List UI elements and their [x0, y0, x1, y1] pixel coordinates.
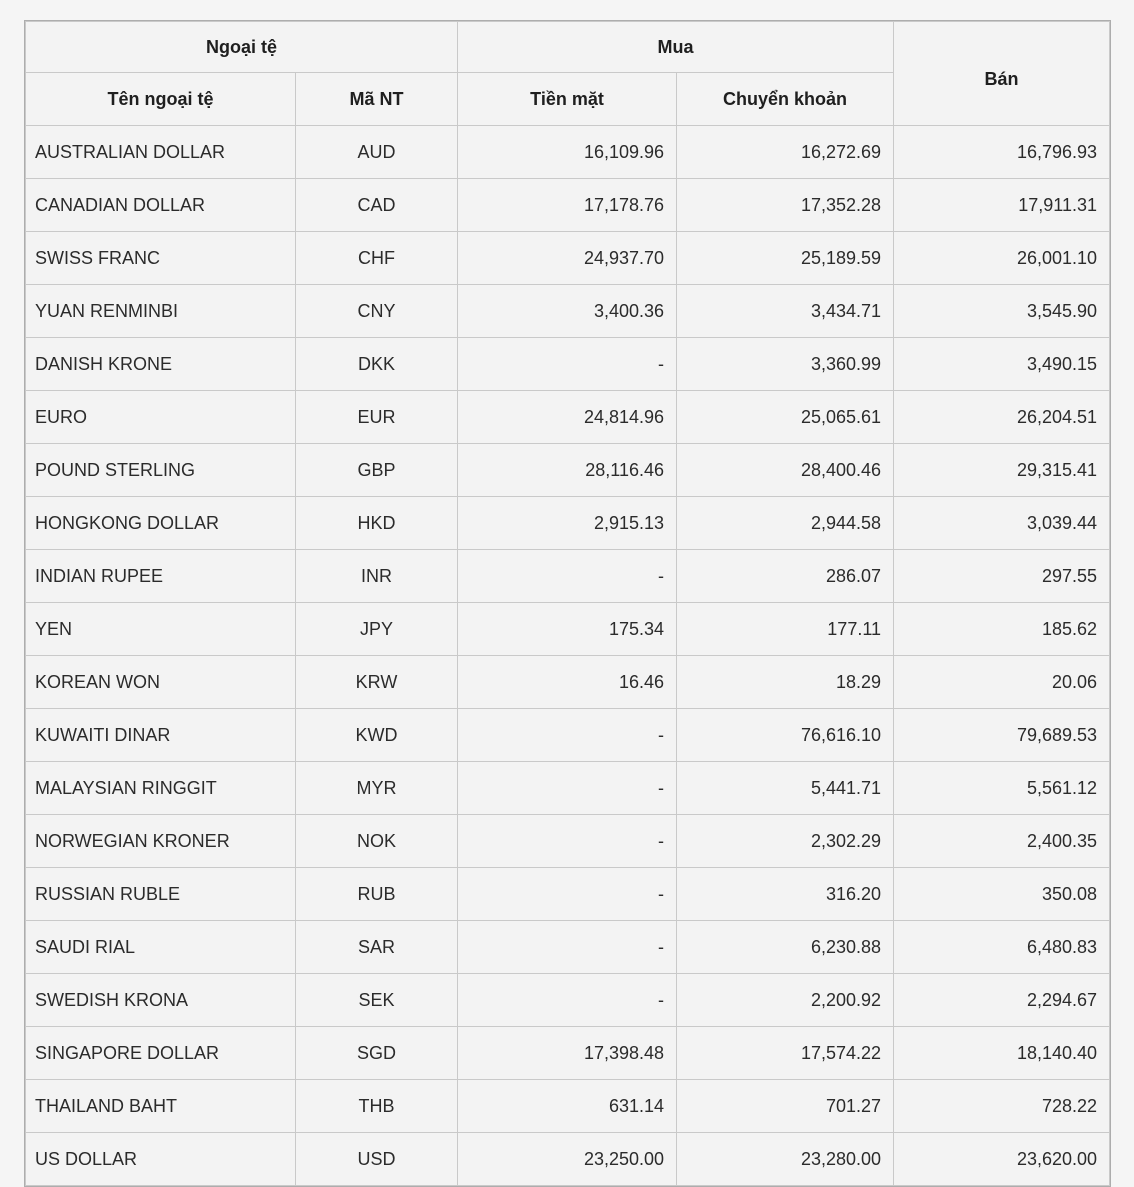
sell-cell: 3,545.90	[894, 285, 1110, 338]
currency-name-cell: INDIAN RUPEE	[26, 550, 296, 603]
sell-cell: 3,490.15	[894, 338, 1110, 391]
header-currency-name: Tên ngoại tệ	[26, 73, 296, 126]
cash-buy-cell: -	[458, 338, 677, 391]
sell-cell: 16,796.93	[894, 126, 1110, 179]
currency-row	[26, 921, 1110, 974]
currency-row	[26, 709, 1110, 762]
sell-cell: 350.08	[894, 868, 1110, 921]
cash-buy-cell: 175.34	[458, 603, 677, 656]
transfer-buy-cell: 6,230.88	[677, 921, 894, 974]
currency-code-cell: DKK	[296, 338, 458, 391]
cash-buy-cell: 17,178.76	[458, 179, 677, 232]
sell-cell: 185.62	[894, 603, 1110, 656]
currency-row	[26, 974, 1110, 1027]
transfer-buy-cell: 25,189.59	[677, 232, 894, 285]
sell-cell: 5,561.12	[894, 762, 1110, 815]
transfer-buy-cell: 701.27	[677, 1080, 894, 1133]
currency-row	[26, 1027, 1110, 1080]
sell-cell: 17,911.31	[894, 179, 1110, 232]
currency-row	[26, 1133, 1110, 1186]
currency-row	[26, 497, 1110, 550]
currency-name-cell: POUND STERLING	[26, 444, 296, 497]
currency-row	[26, 232, 1110, 285]
cash-buy-cell: 16,109.96	[458, 126, 677, 179]
currency-row	[26, 815, 1110, 868]
currency-name-cell: SWEDISH KRONA	[26, 974, 296, 1027]
cash-buy-cell: 3,400.36	[458, 285, 677, 338]
sell-cell: 20.06	[894, 656, 1110, 709]
sell-cell: 6,480.83	[894, 921, 1110, 974]
currency-code-cell: CNY	[296, 285, 458, 338]
currency-name-cell: EURO	[26, 391, 296, 444]
cash-buy-cell: -	[458, 550, 677, 603]
cash-buy-cell: -	[458, 815, 677, 868]
transfer-buy-cell: 316.20	[677, 868, 894, 921]
cash-buy-cell: -	[458, 974, 677, 1027]
sell-cell: 297.55	[894, 550, 1110, 603]
currency-code-cell: SEK	[296, 974, 458, 1027]
transfer-buy-cell: 177.11	[677, 603, 894, 656]
currency-name-cell: AUSTRALIAN DOLLAR	[26, 126, 296, 179]
cash-buy-cell: 631.14	[458, 1080, 677, 1133]
currency-row	[26, 1080, 1110, 1133]
cash-buy-cell: 2,915.13	[458, 497, 677, 550]
transfer-buy-cell: 5,441.71	[677, 762, 894, 815]
table-body	[26, 126, 1110, 1186]
transfer-buy-cell: 2,200.92	[677, 974, 894, 1027]
cash-buy-cell: -	[458, 921, 677, 974]
exchange-rate-table-wrap	[24, 20, 1111, 1187]
currency-code-cell: INR	[296, 550, 458, 603]
currency-code-cell: SAR	[296, 921, 458, 974]
cash-buy-cell: 23,250.00	[458, 1133, 677, 1186]
transfer-buy-cell: 16,272.69	[677, 126, 894, 179]
currency-name-cell: HONGKONG DOLLAR	[26, 497, 296, 550]
header-transfer: Chuyển khoản	[677, 73, 894, 126]
cash-buy-cell: 16.46	[458, 656, 677, 709]
currency-name-cell: YUAN RENMINBI	[26, 285, 296, 338]
transfer-buy-cell: 2,302.29	[677, 815, 894, 868]
currency-row	[26, 179, 1110, 232]
transfer-buy-cell: 17,574.22	[677, 1027, 894, 1080]
transfer-buy-cell: 76,616.10	[677, 709, 894, 762]
transfer-buy-cell: 17,352.28	[677, 179, 894, 232]
transfer-buy-cell: 28,400.46	[677, 444, 894, 497]
currency-name-cell: RUSSIAN RUBLE	[26, 868, 296, 921]
currency-name-cell: KUWAITI DINAR	[26, 709, 296, 762]
currency-name-cell: SAUDI RIAL	[26, 921, 296, 974]
currency-row	[26, 762, 1110, 815]
currency-row	[26, 285, 1110, 338]
currency-row	[26, 444, 1110, 497]
currency-row	[26, 550, 1110, 603]
header-sell: Bán	[894, 22, 1110, 126]
currency-code-cell: AUD	[296, 126, 458, 179]
cash-buy-cell: -	[458, 762, 677, 815]
currency-code-cell: MYR	[296, 762, 458, 815]
header-currency-code: Mã NT	[296, 73, 458, 126]
currency-name-cell: YEN	[26, 603, 296, 656]
cash-buy-cell: 28,116.46	[458, 444, 677, 497]
transfer-buy-cell: 23,280.00	[677, 1133, 894, 1186]
transfer-buy-cell: 18.29	[677, 656, 894, 709]
sell-cell: 2,294.67	[894, 974, 1110, 1027]
sell-cell: 728.22	[894, 1080, 1110, 1133]
currency-code-cell: HKD	[296, 497, 458, 550]
sell-cell: 29,315.41	[894, 444, 1110, 497]
currency-row	[26, 338, 1110, 391]
transfer-buy-cell: 286.07	[677, 550, 894, 603]
table-header	[26, 22, 1110, 126]
currency-name-cell: SINGAPORE DOLLAR	[26, 1027, 296, 1080]
currency-code-cell: CHF	[296, 232, 458, 285]
sell-cell: 2,400.35	[894, 815, 1110, 868]
sell-cell: 26,204.51	[894, 391, 1110, 444]
header-currency-group: Ngoại tệ	[26, 22, 458, 73]
transfer-buy-cell: 3,360.99	[677, 338, 894, 391]
currency-row	[26, 126, 1110, 179]
currency-name-cell: SWISS FRANC	[26, 232, 296, 285]
currency-name-cell: THAILAND BAHT	[26, 1080, 296, 1133]
exchange-rate-table	[25, 21, 1110, 1186]
currency-name-cell: MALAYSIAN RINGGIT	[26, 762, 296, 815]
transfer-buy-cell: 3,434.71	[677, 285, 894, 338]
cash-buy-cell: -	[458, 709, 677, 762]
cash-buy-cell: 24,814.96	[458, 391, 677, 444]
sell-cell: 26,001.10	[894, 232, 1110, 285]
currency-row	[26, 656, 1110, 709]
currency-code-cell: GBP	[296, 444, 458, 497]
currency-code-cell: KWD	[296, 709, 458, 762]
header-buy-group: Mua	[458, 22, 894, 73]
transfer-buy-cell: 25,065.61	[677, 391, 894, 444]
currency-code-cell: EUR	[296, 391, 458, 444]
currency-row	[26, 868, 1110, 921]
currency-code-cell: CAD	[296, 179, 458, 232]
currency-row	[26, 603, 1110, 656]
currency-code-cell: RUB	[296, 868, 458, 921]
sell-cell: 3,039.44	[894, 497, 1110, 550]
currency-code-cell: NOK	[296, 815, 458, 868]
cash-buy-cell: 24,937.70	[458, 232, 677, 285]
currency-code-cell: THB	[296, 1080, 458, 1133]
currency-row	[26, 391, 1110, 444]
transfer-buy-cell: 2,944.58	[677, 497, 894, 550]
header-group-row	[26, 22, 1110, 73]
header-cash: Tiền mặt	[458, 73, 677, 126]
cash-buy-cell: -	[458, 868, 677, 921]
currency-code-cell: USD	[296, 1133, 458, 1186]
sell-cell: 79,689.53	[894, 709, 1110, 762]
cash-buy-cell: 17,398.48	[458, 1027, 677, 1080]
sell-cell: 18,140.40	[894, 1027, 1110, 1080]
currency-name-cell: NORWEGIAN KRONER	[26, 815, 296, 868]
currency-name-cell: DANISH KRONE	[26, 338, 296, 391]
currency-code-cell: JPY	[296, 603, 458, 656]
sell-cell: 23,620.00	[894, 1133, 1110, 1186]
currency-code-cell: SGD	[296, 1027, 458, 1080]
currency-name-cell: CANADIAN DOLLAR	[26, 179, 296, 232]
currency-name-cell: US DOLLAR	[26, 1133, 296, 1186]
currency-code-cell: KRW	[296, 656, 458, 709]
currency-name-cell: KOREAN WON	[26, 656, 296, 709]
